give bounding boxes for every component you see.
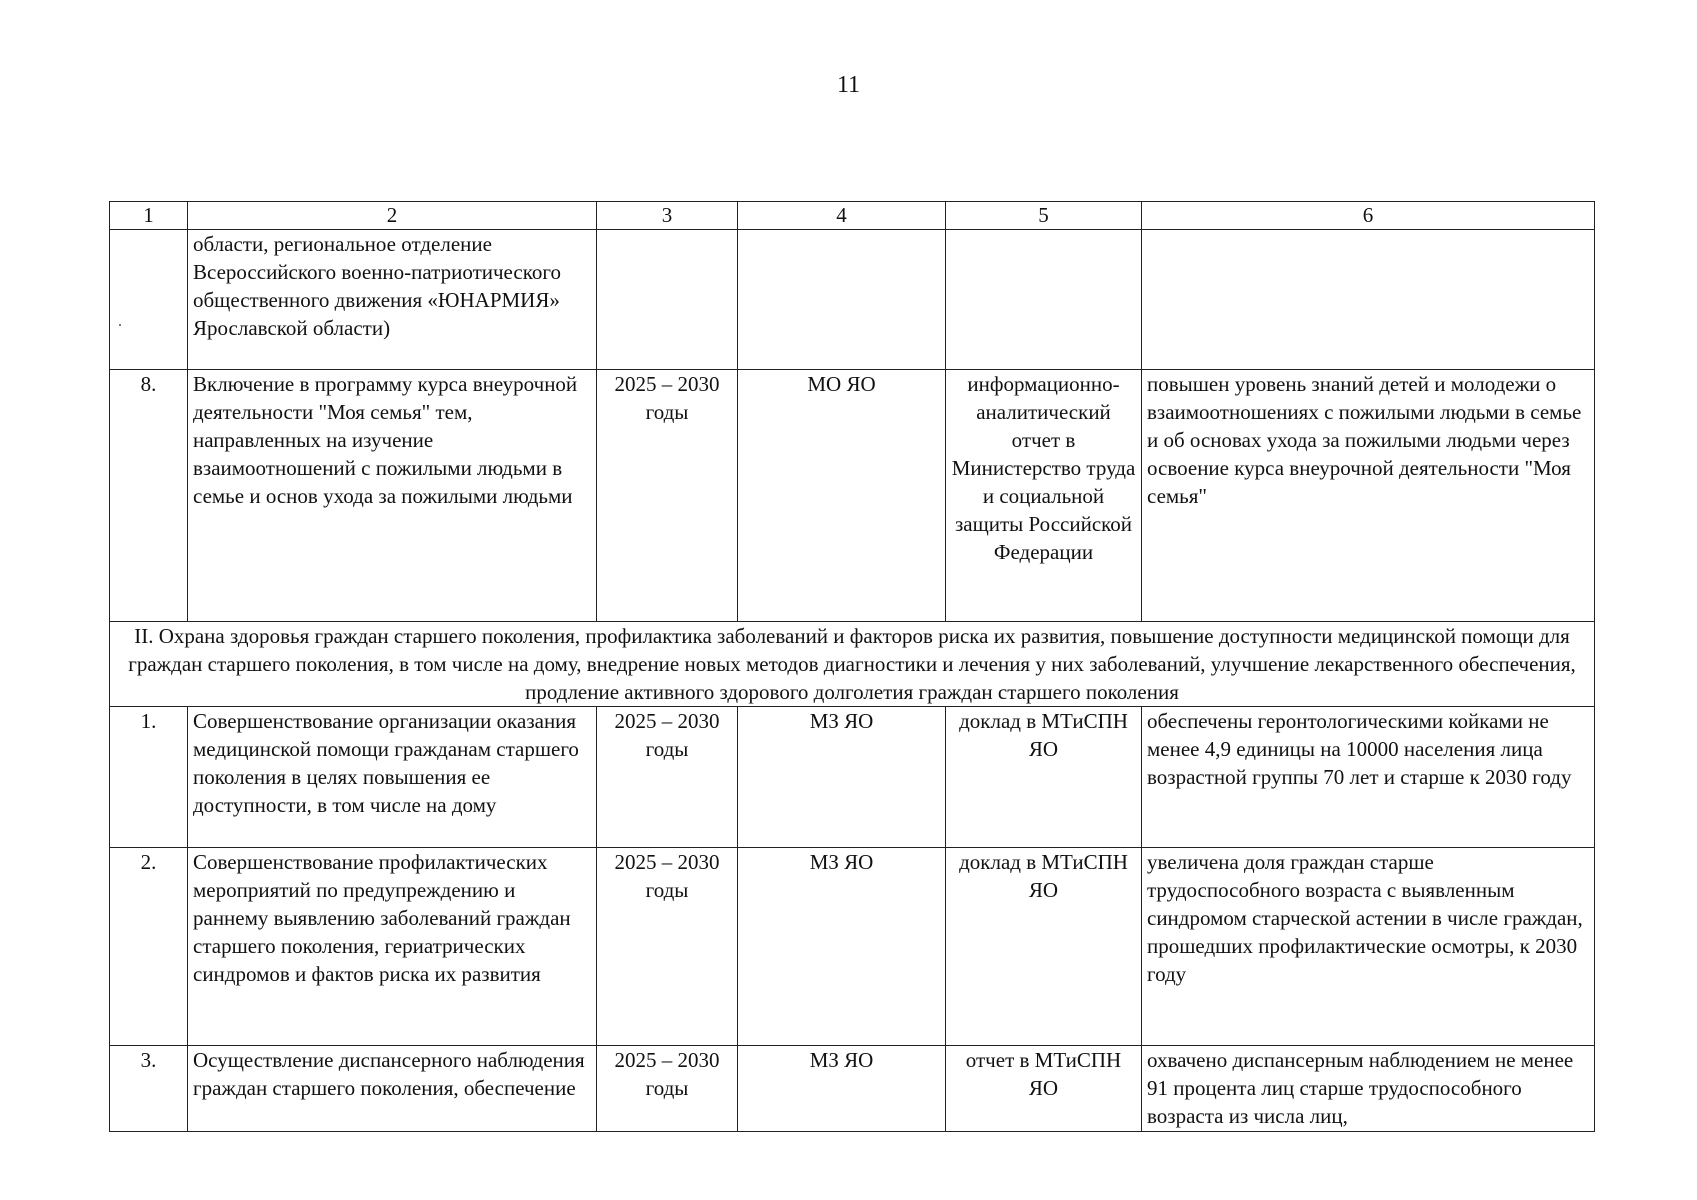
result-cell (1142, 230, 1595, 370)
row-number-cell (110, 230, 188, 370)
column-number: 6 (1142, 202, 1595, 230)
result-cell: обеспечены геронтологическими койками не менее 4,9 единицы на 10000 населения лица возрастной группы 70 лет и старше к 2030 году (1142, 707, 1595, 848)
period-cell: 2025 – 2030 годы (597, 1046, 738, 1132)
executor-cell: МЗ ЯО (738, 1046, 946, 1132)
section-title: II. Охрана здоровья граждан старшего поколения, профилактика заболеваний и факторов риска их развития, повышение доступности медицинской помощи для граждан старшего поколения, в том числе на дому, внедрение новых методов диагностики и лечения у них заболеваний, улучшение лекарственного обеспечения, продление активного здорового долголетия граждан старшего поколения (110, 622, 1595, 707)
table-row (110, 370, 1595, 622)
table-row (110, 230, 1595, 370)
column-number-row (110, 202, 1595, 230)
report-cell: доклад в МТиСПН ЯО (946, 848, 1142, 1046)
result-cell: увеличена доля граждан старше трудоспособного возраста с выявленным синдромом старческой астении в числе граждан, прошедших профилактические осмотры, к 2030 году (1142, 848, 1595, 1046)
period-cell (597, 230, 738, 370)
result-cell: охвачено диспансерным наблюдением не менее 91 процента лиц старше трудоспособного возраста из числа лиц, (1142, 1046, 1595, 1132)
executor-cell (738, 230, 946, 370)
row-number-cell: 2. (110, 848, 188, 1046)
period-cell: 2025 – 2030 годы (597, 848, 738, 1046)
measure-cell: Осуществление диспансерного наблюдения граждан старшего поколения, обеспечение (188, 1046, 597, 1132)
executor-cell: МЗ ЯО (738, 848, 946, 1046)
measure-cell: Включение в программу курса внеурочной деятельности "Моя семья" тем, направленных на изучение взаимоотношений с пожилыми людьми в семье и основ ухода за пожилыми людьми (188, 370, 597, 622)
table-row (110, 707, 1595, 848)
section-heading-row (110, 622, 1595, 707)
action-plan-table (109, 201, 1595, 1132)
report-cell (946, 230, 1142, 370)
column-number: 4 (738, 202, 946, 230)
measure-cell: Совершенствование организации оказания медицинской помощи гражданам старшего поколения в целях повышения ее доступности, в том числе на дому (188, 707, 597, 848)
executor-cell: МЗ ЯО (738, 707, 946, 848)
table-row (110, 1046, 1595, 1132)
row-number-cell: 1. (110, 707, 188, 848)
page-number: 11 (836, 72, 861, 98)
report-cell: отчет в МТиСПН ЯО (946, 1046, 1142, 1132)
report-cell: доклад в МТиСПН ЯО (946, 707, 1142, 848)
result-cell: повышен уровень знаний детей и молодежи о взаимоотношениях с пожилыми людьми в семье и об основах ухода за пожилыми людьми через освоение курса внеурочной деятельности "Моя семья" (1142, 370, 1595, 622)
period-cell: 2025 – 2030 годы (597, 370, 738, 622)
column-number: 2 (188, 202, 597, 230)
table-row (110, 848, 1595, 1046)
row-number-cell: 3. (110, 1046, 188, 1132)
measure-cell: области, региональное отделение Всероссийского военно-патриотического общественного движения «ЮНАРМИЯ» Ярославской области) (188, 230, 597, 370)
executor-cell: МО ЯО (738, 370, 946, 622)
period-cell: 2025 – 2030 годы (597, 707, 738, 848)
row-number-cell: 8. (110, 370, 188, 622)
column-number: 3 (597, 202, 738, 230)
measure-cell: Совершенствование профилактических мероприятий по предупреждению и раннему выявлению заболеваний граждан старшего поколения, гериатрических синдромов и фактов риска их развития (188, 848, 597, 1046)
column-number: 1 (110, 202, 188, 230)
column-number: 5 (946, 202, 1142, 230)
report-cell: информационно-аналитический отчет в Министерство труда и социальной защиты Российской Федерации (946, 370, 1142, 622)
